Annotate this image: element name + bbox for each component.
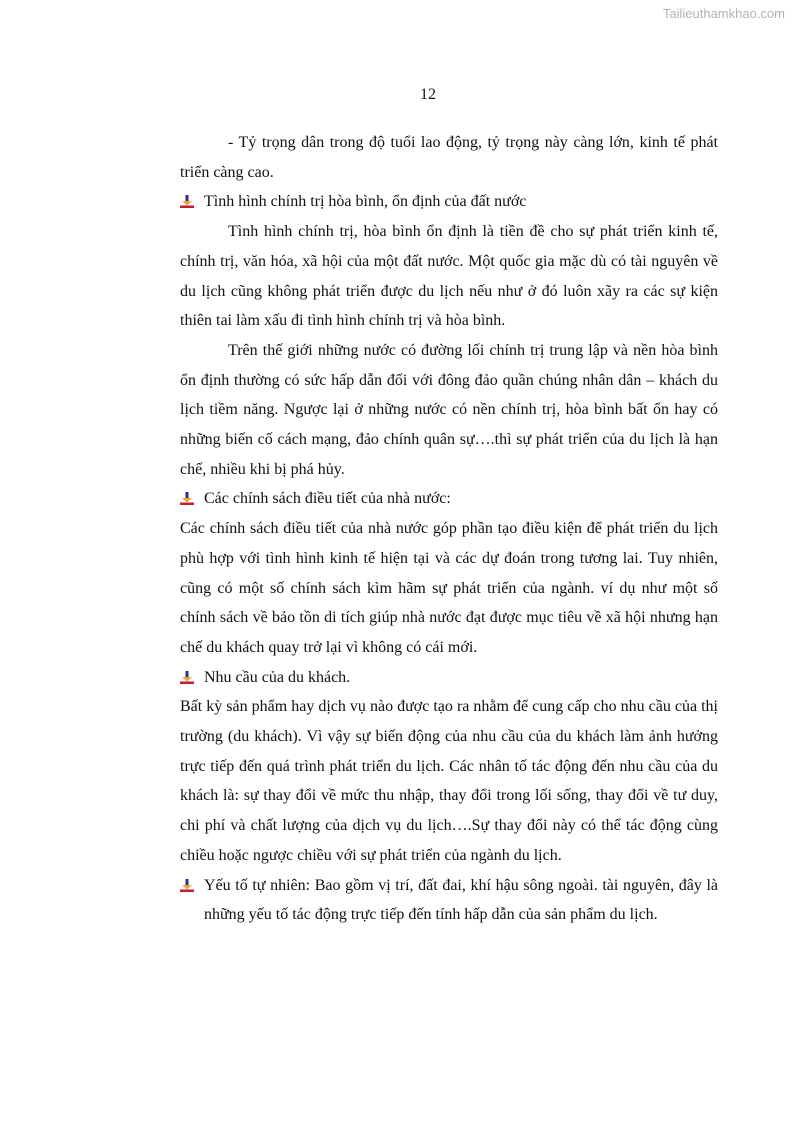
heading-text: Nhu cầu của du khách. — [204, 668, 351, 686]
arrow-bullet-icon — [180, 671, 194, 684]
arrow-bullet-icon — [180, 879, 194, 892]
heading-text: Các chính sách điều tiết của nhà nước: — [204, 490, 451, 508]
watermark: Tailieuthamkhao.com — [662, 6, 785, 21]
document-body — [180, 128, 718, 930]
bullet-heading — [180, 871, 718, 930]
arrow-bullet-icon — [180, 492, 194, 505]
paragraph: Trên thế giới những nước có đường lối chính trị trung lập và nền hòa bình ổn định thường có sức hấp dẫn đối với đông đảo quần chúng nhân dân – khách du lịch tiềm năng. Ngược lại ở những nước có nền chính trị, hòa bình bất ổn hay có những biến cố cách mạng, đảo chính quân sự….thì sự phát triển của du lịch là hạn chế, nhiều khi bị phá hủy. — [180, 341, 718, 478]
bullet-heading — [180, 663, 718, 693]
bullet-heading — [180, 484, 718, 514]
bullet-heading — [180, 187, 718, 217]
paragraph: Tình hình chính trị, hòa bình ổn định là tiền đề cho sự phát triển kinh tế, chính trị, văn hóa, xã hội của một đất nước. Một quốc gia mặc dù có tài nguyên về du lịch cũng không phát triển được du lịch nếu như ở đó luôn xãy ra các sự kiện thiên tai làm xấu đi tình hình chính trị và hòa bình. — [180, 223, 718, 330]
page-number: 12 — [420, 86, 436, 103]
heading-text: Tình hình chính trị hòa bình, ổn định của đất nước — [204, 193, 527, 211]
arrow-bullet-icon — [180, 195, 194, 208]
paragraph: - Tỷ trọng dân trong độ tuổi lao động, tỷ trọng này càng lớn, kinh tế phát triển càng cao. — [180, 134, 718, 181]
heading-text: Yếu tố tự nhiên: Bao gồm vị trí, đất đai, khí hậu sông ngoài. tài nguyên, đây là những yếu tố tác động trực tiếp đến tính hấp dẫn của sản phẩm du lịch. — [204, 876, 718, 924]
paragraph: Bất kỳ sản phẩm hay dịch vụ nào được tạo ra nhằm để cung cấp cho nhu cầu của thị trường (du khách). Vì vậy sự biến động của nhu cầu của du khách làm ảnh hưởng trực tiếp đến quá trình phát triển du lịch. Các nhân tố tác động đến nhu cầu của du khách là: sự thay đổi về mức thu nhập, thay đổi trong lối sống, thay đổi về tư duy, chi phí và chất lượng của dịch vụ du lịch….Sự thay đổi này có thể tác động cùng chiều hoặc ngược chiều với sự phát triển của ngành du lịch. — [180, 698, 718, 864]
paragraph: Các chính sách điều tiết của nhà nước góp phần tạo điều kiện để phát triển du lịch phù hợp với tình hình kinh tế hiện tại và các dự đoán trong tương lai. Tuy nhiên, cũng có một số chính sách kìm hãm sự phát triển của ngành. ví dụ như một số chính sách về bảo tồn di tích giúp nhà nước đạt được mục tiêu về xã hội nhưng hạn chế du khách quay trở lại vì không có cái mới. — [180, 520, 718, 656]
